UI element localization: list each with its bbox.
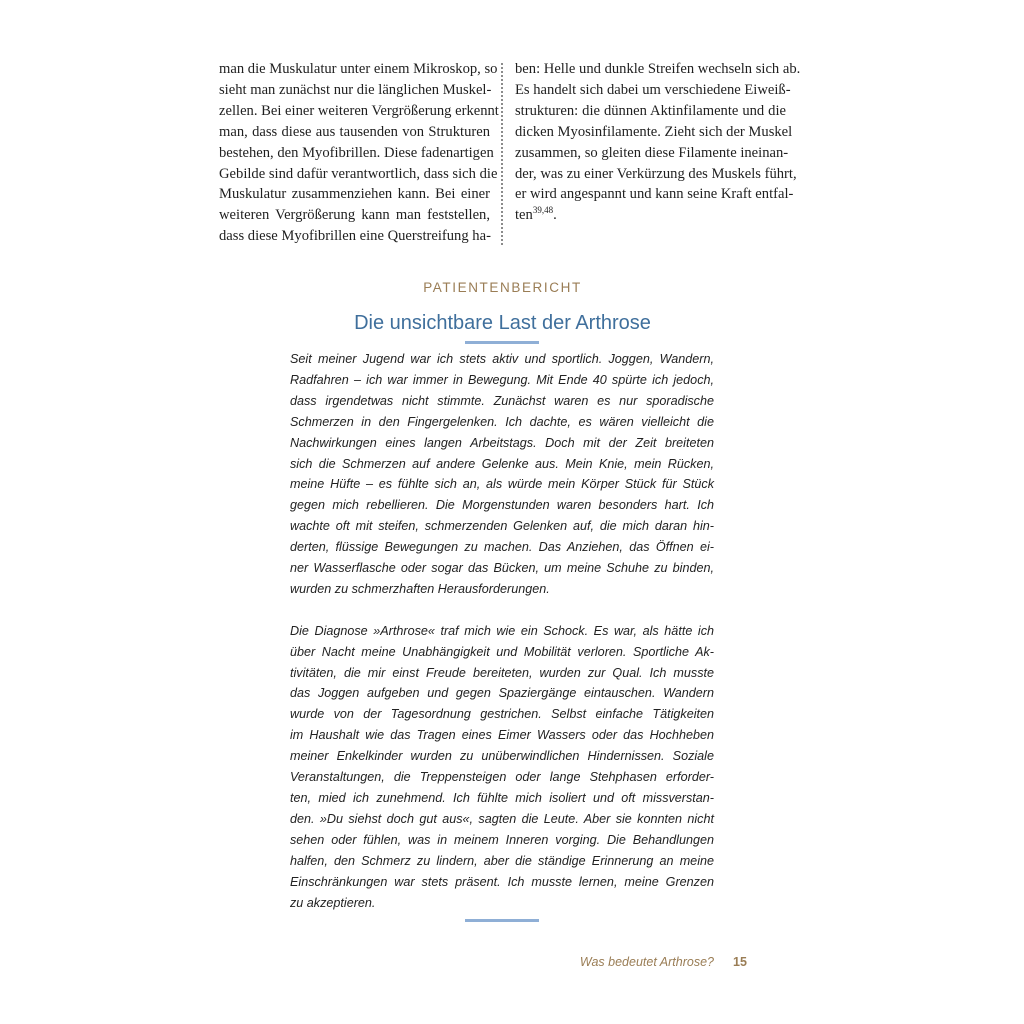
- report-line: tivitäten, die mir einst Freude bereiteten, wurden zur Qual. Ich musste: [290, 665, 714, 680]
- report-line: gegen mich rebellieren. Die Morgenstunden waren besonders hart. Ich: [290, 498, 714, 513]
- report-line: über Nacht meine Unabhängigkeit und Mobilität verloren. Sportliche Ak-: [290, 644, 714, 659]
- report-line: meiner Enkelkinder wurden zu unüberwindlichen Hindernissen. Soziale: [290, 749, 714, 764]
- report-line: derten, flüssige Bewegungen zu machen. Das Anziehen, das Öffnen ei-: [290, 540, 714, 555]
- body-text-line: bestehen, den Myofibrillen. Diese fadenartigen: [219, 144, 494, 161]
- report-line: im Haushalt wie das Tragen eines Eimer Wassers oder das Hochheben: [290, 728, 714, 743]
- report-line: Nachwirkungen eines langen Arbeitstags. Doch mit der Zeit breiteten: [290, 435, 714, 450]
- report-line: halfen, den Schmerz zu lindern, aber die ständige Erinnerung an meine: [290, 853, 714, 868]
- report-line: zu akzeptieren.: [290, 895, 376, 910]
- body-text-line: sieht man zunächst nur die länglichen Muskel-: [219, 81, 492, 98]
- body-text-line: man die Muskulatur unter einem Mikroskop, so: [219, 61, 498, 77]
- body-text-line: weiteren Vergrößerung kann man feststellen,: [219, 207, 490, 224]
- right-column: [515, 59, 801, 226]
- report-paragraph-2: [290, 621, 714, 914]
- report-line: sehen oder fühlen, was in meinem Inneren vorging. Die Behandlungen: [290, 832, 714, 847]
- body-text-line: dass diese Myofibrillen eine Querstreifung ha-: [219, 228, 491, 245]
- body-text-line: zellen. Bei einer weiteren Vergrößerung erkennt: [219, 102, 499, 119]
- body-text-fragment: .: [553, 207, 557, 224]
- body-text-line: er wird angespannt und kann seine Kraft entfal-: [515, 186, 794, 203]
- body-text-line: strukturen: die dünnen Aktinfilamente und die: [515, 102, 786, 119]
- body-text-line: der, was zu einer Verkürzung des Muskels führt,: [515, 165, 797, 182]
- paragraph-gap: [290, 600, 714, 621]
- column-divider: [501, 63, 503, 245]
- body-text-line: ben: Helle und dunkle Streifen wechseln sich ab.: [515, 61, 801, 77]
- body-text-line: dicken Myosinfilamente. Zieht sich der Muskel: [515, 123, 793, 140]
- section-label: PATIENTENBERICHT: [423, 280, 582, 295]
- report-line: ner Wasserflasche oder sogar das Bücken, um meine Schuhe zu binden,: [290, 561, 714, 576]
- report-line: sich die Schmerzen auf andere Gelenke aus. Mein Knie, mein Rücken,: [290, 456, 714, 471]
- body-text-line: man, dass diese aus tausenden von Strukturen: [219, 123, 490, 140]
- report-line: wachte oft mit steifen, schmerzenden Gelenken auf, die mich daran hin-: [290, 519, 714, 534]
- closing-rule: [465, 919, 539, 922]
- body-text-fragment: ten: [515, 207, 533, 224]
- report-line: Die Diagnose »Arthrose« traf mich wie ein Schock. Es war, als hätte ich: [290, 623, 714, 638]
- report-line: wurden zu schmerzhaften Herausforderungen.: [290, 581, 550, 596]
- report-line: wurde von der Tagesordnung gestrichen. Selbst einfache Tätigkeiten: [290, 707, 714, 722]
- report-line: Radfahren – ich war immer in Bewegung. Mit Ende 40 spürte ich jedoch,: [290, 372, 714, 387]
- citation-reference: 39,48: [532, 205, 554, 216]
- title-rule: [465, 341, 539, 344]
- report-line: den. »Du siehst doch gut aus«, sagten die Leute. Aber sie konnten nicht: [290, 811, 714, 826]
- body-text-line: Gebilde sind dafür verantwortlich, dass sich die: [219, 165, 498, 182]
- report-line: dass irgendetwas nicht stimmte. Zunächst waren es nur sporadische: [290, 393, 714, 408]
- report-line: ten, mied ich zunehmend. Ich fühlte mich isoliert und oft missverstan-: [290, 791, 714, 806]
- report-line: Veranstaltungen, die Treppensteigen oder lange Stehphasen erforder-: [290, 770, 714, 785]
- report-line: meine Hüfte – es fühlte sich an, als würde mein Körper Stück für Stück: [290, 477, 714, 492]
- patient-report-text: [290, 349, 714, 913]
- report-line: Schmerzen in den Fingergelenken. Ich dachte, es wären vielleicht die: [290, 414, 714, 429]
- report-paragraph-1: [290, 349, 714, 600]
- body-text-line: zusammen, so gleiten diese Filamente ineinan-: [515, 144, 789, 161]
- running-title: Was bedeutet Arthrose?: [579, 955, 714, 969]
- body-text-columns: [219, 59, 801, 247]
- report-title: Die unsichtbare Last der Arthrose: [354, 312, 651, 334]
- report-line: Seit meiner Jugend war ich stets aktiv und sportlich. Joggen, Wandern,: [290, 352, 714, 366]
- body-text-line: [515, 205, 786, 226]
- report-line: Einschränkungen war stets präsent. Ich musste lernen, meine Grenzen: [290, 874, 714, 889]
- page-number: 15: [733, 955, 747, 969]
- body-text-line: Es handelt sich dabei um verschiedene Eiweiß-: [515, 81, 791, 98]
- report-line: das Joggen aufgeben und gegen Spaziergänge eintauschen. Wandern: [290, 686, 714, 701]
- body-text-line: Muskulatur zusammenziehen kann. Bei einer: [219, 186, 490, 203]
- left-column: [219, 59, 499, 247]
